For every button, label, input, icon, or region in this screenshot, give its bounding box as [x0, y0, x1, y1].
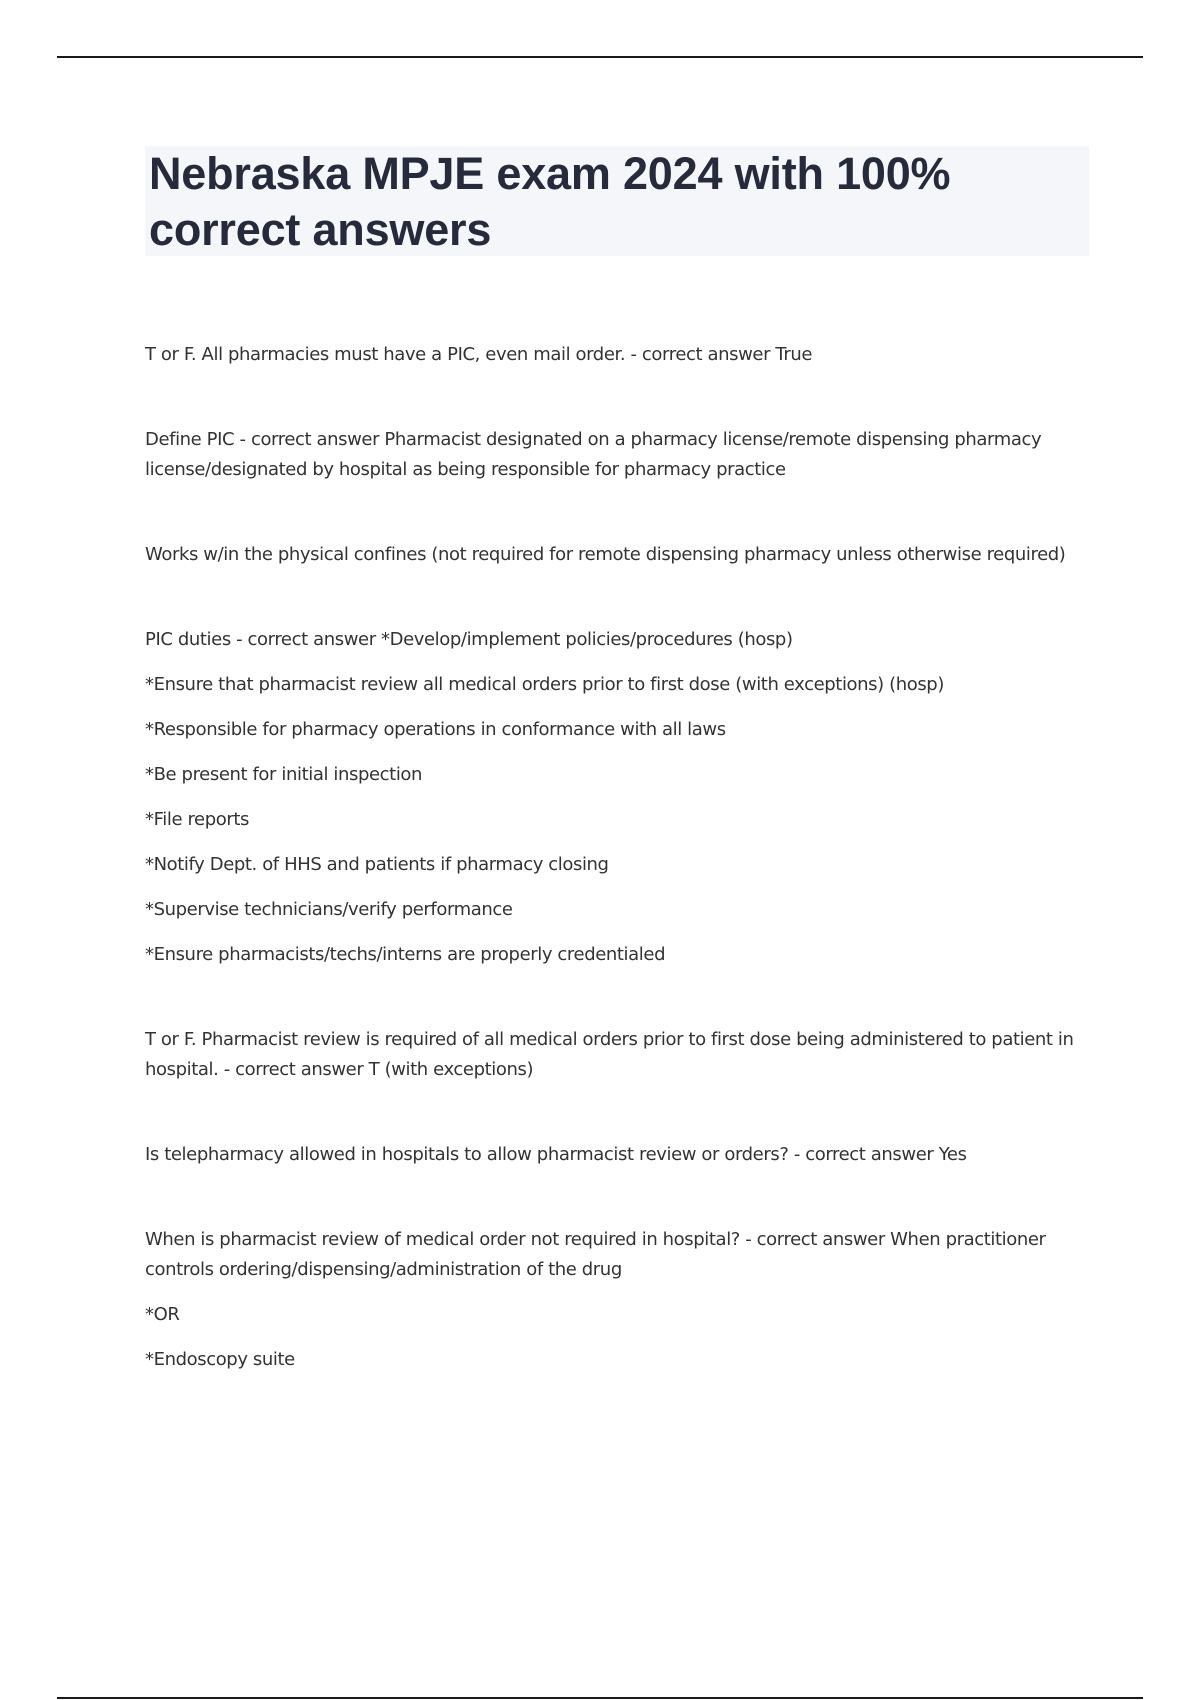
qa-telepharmacy: Is telepharmacy allowed in hospitals to allow pharmacist review or orders? - correct answer Yes: [145, 1144, 967, 1165]
top-rule: [57, 56, 1143, 58]
qa-pharmacist-review: T or F. Pharmacist review is required of all medical orders prior to first dose being administered to patient in hospital. - correct answer T (with exceptions): [145, 1029, 1074, 1080]
bottom-rule: [57, 1697, 1143, 1699]
list-item: *Ensure that pharmacist review all medical orders prior to first dose (with exceptions) (hosp): [145, 674, 944, 695]
document-body: [145, 340, 1085, 1375]
qa-true-false-pic: T or F. All pharmacies must have a PIC, even mail order. - correct answer True: [145, 344, 813, 365]
list-item: *Supervise technicians/verify performance: [145, 899, 513, 920]
list-item: *Ensure pharmacists/techs/interns are properly credentialed: [145, 944, 666, 965]
qa-review-not-required: When is pharmacist review of medical order not required in hospital? - correct answer When practitioner controls ordering/dispensing/administration of the drug: [145, 1229, 1046, 1280]
list-item: *Notify Dept. of HHS and patients if pharmacy closing: [145, 854, 609, 875]
qa-physical-confines: Works w/in the physical confines (not required for remote dispensing pharmacy unless otherwise required): [145, 544, 1066, 565]
list-item: *Be present for initial inspection: [145, 764, 423, 785]
list-item: *OR: [145, 1304, 180, 1325]
document-title: Nebraska MPJE exam 2024 with 100% correct answers: [149, 148, 951, 255]
list-item: *Endoscopy suite: [145, 1349, 295, 1370]
list-item: *Responsible for pharmacy operations in conformance with all laws: [145, 719, 726, 740]
title-banner: [145, 146, 1089, 256]
qa-pic-duties: PIC duties - correct answer *Develop/implement policies/procedures (hosp): [145, 629, 793, 650]
qa-define-pic: Define PIC - correct answer Pharmacist designated on a pharmacy license/remote dispensing pharmacy license/designated by hospital as being responsible for pharmacy practice: [145, 429, 1042, 480]
list-item: *File reports: [145, 809, 249, 830]
